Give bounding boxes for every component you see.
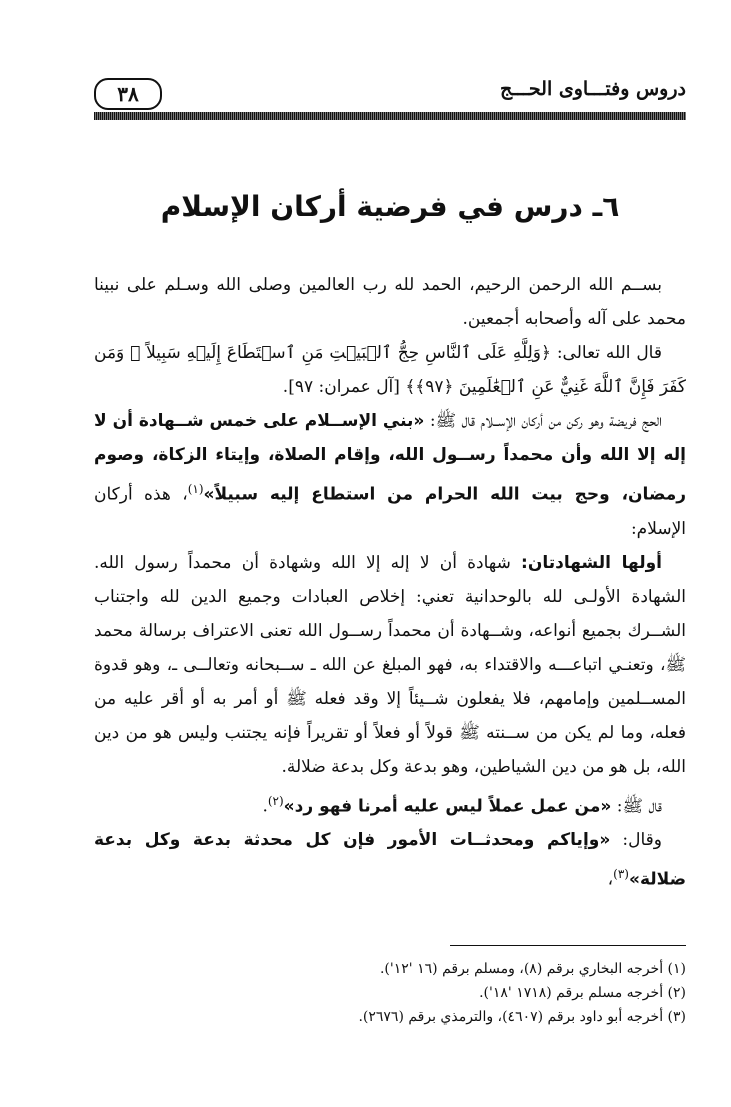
hajj-paragraph: [94, 404, 686, 546]
hadith-paragraph-3: [94, 823, 686, 897]
hadith-3-tail: ،: [607, 869, 614, 890]
hadith-paragraph-2: [94, 784, 686, 824]
footnote-rule: [450, 945, 686, 946]
header-rule: [94, 112, 686, 120]
hajj-lead: الحج فريضة وهو ركن من أركان الإســلام قال ﷺ:: [429, 411, 662, 431]
page-header: [94, 76, 686, 124]
verse-reference: [آل عمران: ٩٧].: [282, 377, 400, 397]
opening-paragraph: بســم الله الرحمن الرحيم، الحمد لله رب العالمين وصلى الله وسـلم على نبينا محمد على آله وأصحابه أجمعين.: [94, 275, 686, 329]
footnote-3: (٣) أخرجه أبو داود برقم (٤٦٠٧)، والترمذي برقم (٢٦٧٦).: [358, 1009, 686, 1025]
hadith-3-text: «وإياكم ومحدثــات الأمور فإن كل محدثة بدعة وكل بدعة ضلالة»: [94, 830, 686, 890]
shahada-text: شهادة أن لا إله إلا الله وشهادة أن محمداً رسول الله. الشهادة الأولـى لله بالوحدانية تعني: إخلاص العبادات وجميع الدين لله واجتناب الشــرك بجميع أنواعه، وشــهادة أن محمداً رســول الله تعنى الاعتراف برسالة محمد ﷺ، وتعنـي اتباعـــه والاقتداء به، فهو المبلغ عن الله ـ ســبحانه وتعالــى ـ، وهو قدوة المســلمين وإمامهم، فلا يفعلون شــيئاً إلا وقد فعله ﷺ أو أمر به أو أقر عليه من فعله، وما لم يكن من ســنته ﷺ قولاً أو فعلاً أو تقريراً فإنه يجتنب وليس هو من دين الله، بل هو من دين الشياطين، وهو بدعة وكل بدعة ضلالة.: [94, 552, 686, 777]
hadith-pillars: «بني الإســلام على خمس شــهادة أن لا إله إلا الله وأن محمداً رســول الله، وإقام الصلاة، وإيتاء الزكاة، وصوم رمضان، وحج بيت الله الحرام من استطاع إليه سبيلاً»: [94, 411, 687, 505]
footnotes: [94, 957, 686, 1029]
footnote-mark-1: (١): [187, 482, 204, 496]
book-title: دروس وفتـــاوى الحـــج: [499, 78, 686, 100]
shahada-lead: أولها الشهادتان:: [521, 552, 663, 573]
page-number: ٣٨: [94, 78, 162, 110]
verse-lead: قال الله تعالى:: [556, 343, 662, 363]
footnote-2: (٢) أخرجه مسلم برقم (١٧١٨ '١٨').: [479, 985, 686, 1001]
body-text: [94, 268, 686, 897]
hadith-3-lead: وقال:: [622, 830, 662, 851]
shahada-paragraph: [94, 546, 686, 784]
hadith-2-text: «من عمل عملاً ليس عليه أمرنا فهو رد»: [283, 796, 612, 817]
hajj-tail: ، هذه أركان الإسلام:: [94, 484, 686, 539]
verse-paragraph: [94, 336, 686, 404]
footnote-1: (١) أخرجه البخاري برقم (٨)، ومسلم برقم (١٦ '١٢').: [379, 961, 686, 977]
footnote-mark-2: (٢): [267, 793, 284, 808]
quran-verse: ﴿وَلِلَّهِ عَلَى ٱلنَّاسِ حِجُّ ٱلۡبَيۡتِ مَنِ ٱسۡتَطَاعَ إِلَيۡهِ سَبِيلاً ۚ وَمَن كَفَرَ فَإِنَّ ٱللَّهَ غَنِيٌّ عَنِ ٱلۡعَٰلَمِينَ ﴿٩٧﴾﴾: [94, 343, 686, 397]
footnote-mark-3: (٣): [613, 867, 629, 882]
lesson-title: ٦ـ درس في فرضية أركان الإسلام: [160, 190, 620, 223]
hadith-2-lead: قال ﷺ:: [616, 796, 662, 817]
hadith-2-tail: .: [262, 796, 268, 817]
